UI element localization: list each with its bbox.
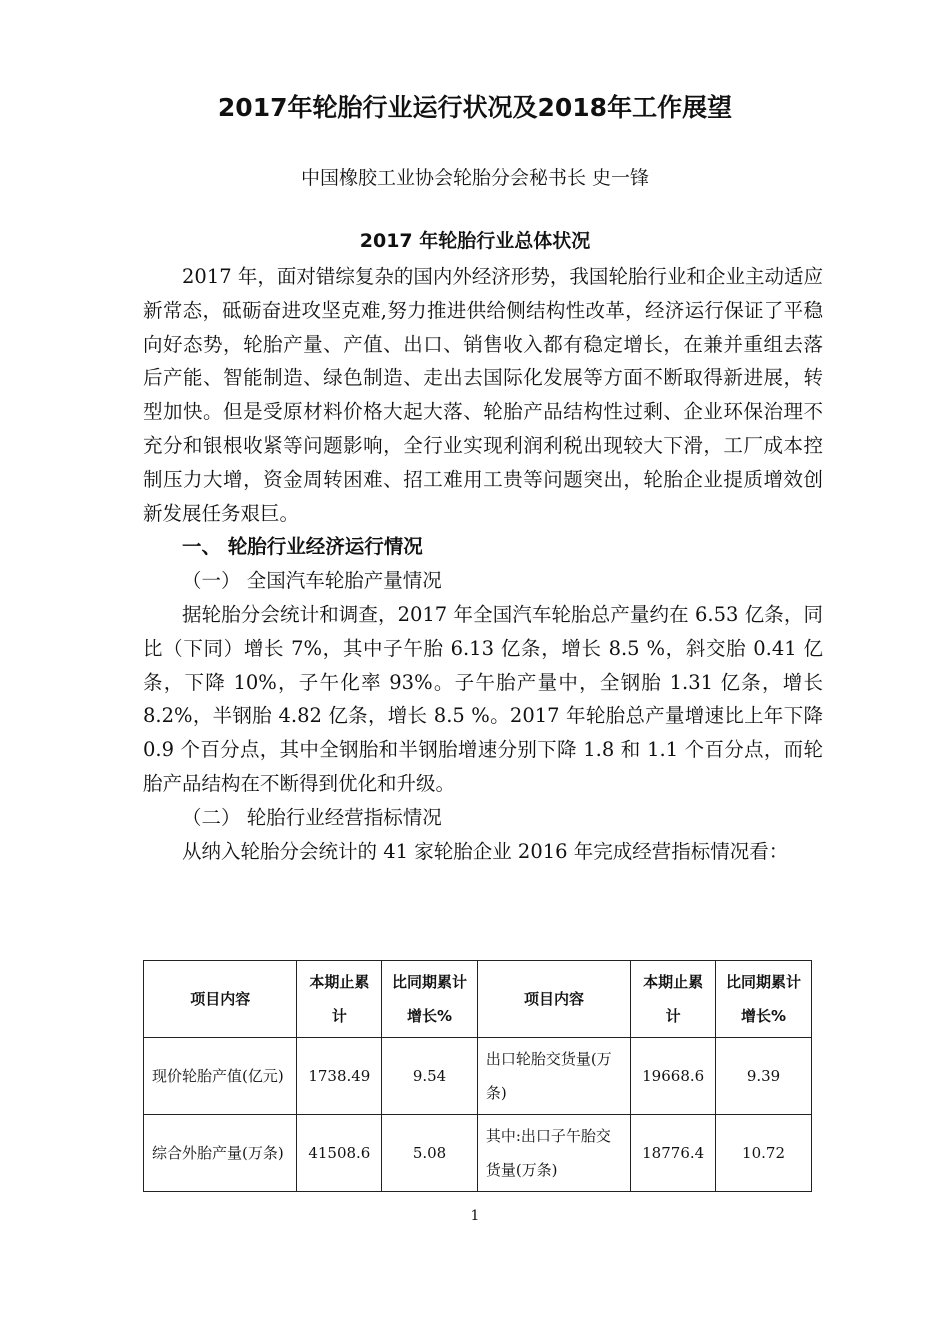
table-cell: 1738.49: [297, 1038, 382, 1115]
table-row: [144, 1115, 812, 1192]
table-cell: 18776.4: [631, 1115, 716, 1192]
table-cell: 41508.6: [297, 1115, 382, 1192]
table-cell: 10.72: [716, 1115, 812, 1192]
document-title: 2017年轮胎行业运行状况及2018年工作展望: [217, 93, 733, 122]
heading-level-2-production: （一） 全国汽车轮胎产量情况: [182, 569, 442, 593]
table-row: [144, 1038, 812, 1115]
intro-paragraph: 2017 年，面对错综复杂的国内外经济形势，我国轮胎行业和企业主动适应新常态，砥砺奋进攻坚克难,努力推进供给侧结构性改革，经济运行保证了平稳向好态势，轮胎产量、产值、出口、销售收入都有稳定增长，在兼并重组去落后产能、智能制造、绿色制造、走出去国际化发展等方面不断取得新进展，转型加快。但是受原材料价格大起大落、轮胎产品结构性过剩、企业环保治理不充分和银根收紧等问题影响，全行业实现利润利税出现较大下滑，工厂成本控制压力大增，资金周转困难、招工难用工贵等问题突出，轮胎企业提质增效创新发展任务艰巨。: [143, 265, 823, 525]
table-header-cell: 比同期累计增长%: [382, 961, 478, 1038]
page-number: 1: [470, 1208, 480, 1224]
table-cell: 综合外胎产量(万条): [144, 1115, 297, 1192]
production-paragraph: 据轮胎分会统计和调查，2017 年全国汽车轮胎总产量约在 6.53 亿条，同比（下同）增长 7%，其中子午胎 6.13 亿条，增长 8.5 %，斜交胎 0.41 亿条，下降 10%，子午化率 93%。子午胎产量中，全钢胎 1.31 亿条，增长 8.2%，半钢胎 4.82 亿条，增长 8.5 %。2017 年轮胎总产量增速比上年下降 0.9 个百分点，其中全钢胎和半钢胎增速分别下降 1.8 和 1.1 个百分点，而轮胎产品结构在不断得到优化和升级。: [143, 602, 823, 795]
table-cell: 9.39: [716, 1038, 812, 1115]
table-cell: 出口轮胎交货量(万条): [477, 1038, 630, 1115]
table-header-cell: 比同期累计增长%: [716, 961, 812, 1038]
table-header-cell: 本期止累计: [631, 961, 716, 1038]
table-cell: 现价轮胎产值(亿元): [144, 1038, 297, 1115]
section-heading: 2017 年轮胎行业总体状况: [359, 230, 591, 252]
table-header-row: [144, 961, 812, 1038]
heading-level-2-indicators: （二） 轮胎行业经营指标情况: [182, 805, 442, 829]
table-header-cell: 本期止累计: [297, 961, 382, 1038]
indicators-paragraph: 从纳入轮胎分会统计的 41 家轮胎企业 2016 年完成经营指标情况看：: [182, 839, 789, 863]
table-header-cell: 项目内容: [477, 961, 630, 1038]
table-cell: 19668.6: [631, 1038, 716, 1115]
table-cell: 9.54: [382, 1038, 478, 1115]
indicators-table: [143, 960, 812, 1192]
table-cell: 其中:出口子午胎交货量(万条): [477, 1115, 630, 1192]
heading-level-1: 一、 轮胎行业经济运行情况: [182, 535, 423, 559]
document-body: [143, 260, 823, 868]
table-cell: 5.08: [382, 1115, 478, 1192]
table-header-cell: 项目内容: [144, 961, 297, 1038]
author-line: 中国橡胶工业协会轮胎分会秘书长 史一锋: [300, 167, 650, 189]
